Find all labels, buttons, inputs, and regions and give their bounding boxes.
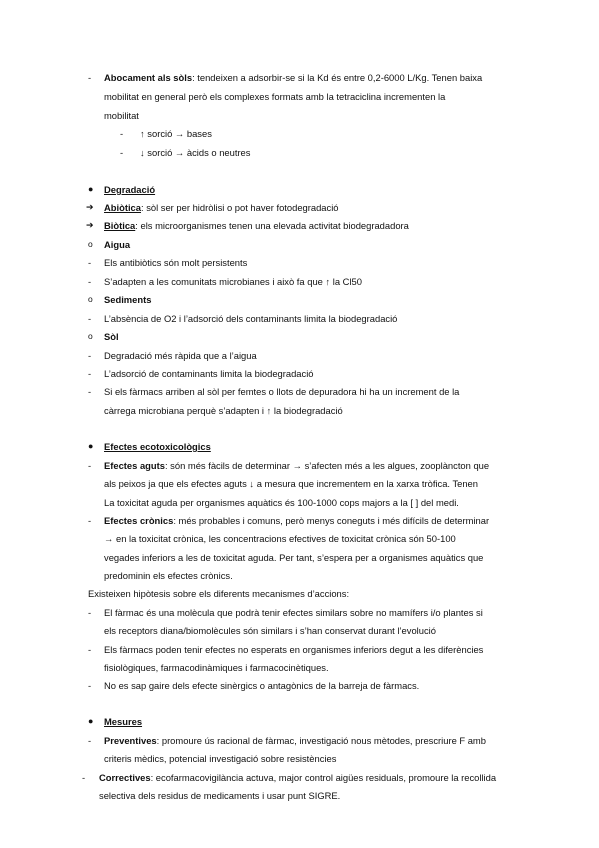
abiotica-line: Abiòtica: sòl ser per hidròlisi o pot haver fotodegradació (104, 202, 339, 213)
sorcio-bases: ↑ sorció → bases (140, 128, 212, 139)
aigua-item-2: S’adapten a les comunitats microbianes i això fa que ↑ la Cl50 (104, 276, 362, 287)
sol-item-3b: càrrega microbiana perquè s’adapten i ↑ la biodegradació (104, 405, 343, 416)
list-dash: - (120, 128, 124, 139)
aguts-line-3: La toxicitat aguda per organismes aquàtics és 100-1000 cops majors a la [ ] del medi. (104, 497, 459, 508)
abocament-line-1 (104, 73, 482, 82)
hipotesi-2b: fisiològiques, farmacodinàmiques i farmacocinètiques. (104, 662, 329, 673)
circle-marker: o (88, 331, 93, 341)
list-dash: - (88, 257, 92, 268)
sol-label: Sòl (104, 331, 119, 342)
list-dash: - (88, 386, 92, 397)
list-dash: - (88, 368, 92, 379)
preventives-label: Preventives (104, 735, 157, 746)
aguts-label: Efectes aguts (104, 460, 165, 471)
aguts-line-2: als peixos ja que els efectes aguts ↓ a mesura que incrementem en la xarxa tròfica. Tenen (104, 478, 478, 489)
list-dash: - (88, 644, 92, 655)
bullet-icon: ● (88, 441, 94, 451)
cronics-label: Efectes crònics (104, 515, 174, 526)
list-dash: - (88, 607, 92, 618)
list-dash: - (88, 735, 92, 746)
mesures-heading: Mesures (104, 716, 143, 727)
list-dash: - (88, 680, 92, 691)
abiotica-label: Abiòtica (104, 202, 141, 213)
hipotesi-2a: Els fàrmacs poden tenir efectes no esperats en organismes inferiors degut a les diferències (104, 644, 484, 655)
list-dash: - (88, 350, 92, 361)
arrow-icon: ➔ (86, 220, 94, 230)
correctives-line-2: selectiva dels residus de medicaments i usar punt SIGRE. (99, 790, 341, 801)
circle-marker: o (88, 239, 93, 249)
efectes-heading: Efectes ecotoxicològics (104, 441, 211, 452)
degradacio-heading: Degradació (104, 184, 156, 195)
abocament-text: : tendeixen a adsorbir-se si la Kd és entre 0,2-6000 L/Kg. Tenen baixa (192, 72, 483, 83)
hipotesi-3: No es sap gaire dels efecte sinèrgics o antagònics de la barreja de fàrmacs. (104, 680, 420, 691)
bullet-icon: ● (88, 716, 94, 726)
list-dash: - (88, 72, 92, 83)
biotica-label: Biòtica (104, 220, 136, 231)
hipotesi-1b: els receptors diana/biomolècules són similars i s’han conservat durant l’evolució (104, 625, 436, 636)
cronics-line-2: → en la toxicitat crònica, les concentracions efectives de toxicitat crònica són 50-100 (104, 533, 456, 544)
list-dash: - (88, 313, 92, 324)
correctives-line-1: Correctives: ecofarmacovigilància actuva, major control aigües residuals, promoure la recollida (99, 772, 497, 783)
sorcio-acids: ↓ sorció → àcids o neutres (140, 147, 251, 158)
biotica-line: Biòtica: els microorganismes tenen una elevada activitat biodegradadora (104, 220, 409, 231)
list-dash: - (120, 147, 124, 158)
sediments-label: Sediments (104, 294, 152, 305)
preventives-line-1: Preventives: promoure ús racional de fàrmac, investigació nous mètodes, prescriure F amb (104, 735, 486, 746)
hipotesis-intro: Existeixen hipòtesis sobre els diferents mecanismes d’accions: (88, 588, 350, 599)
sol-item-3a: Si els fàrmacs arriben al sòl per femtes o llots de depuradora hi ha un increment de la (104, 386, 460, 397)
aigua-item-1: Els antibiòtics són molt persistents (104, 257, 248, 268)
sol-item-2: L’adsorció de contaminants limita la biodegradació (104, 368, 314, 379)
correctives-label: Correctives (99, 772, 151, 783)
list-dash: - (88, 460, 92, 471)
abocament-line-3: mobilitat (104, 110, 139, 121)
cronics-line-4: predominin els efectes crònics. (104, 570, 233, 581)
sediments-item-1: L’absència de O2 i l’adsorció dels contaminants limita la biodegradació (104, 313, 398, 324)
bullet-icon: ● (88, 184, 94, 194)
arrow-icon: ➔ (86, 202, 94, 212)
hipotesi-1a: El fàrmac és una molècula que podrà tenir efectes similars sobre no mamífers i/o plantes si (104, 607, 483, 618)
list-dash: - (88, 276, 92, 287)
abocament-label: Abocament als sòls (104, 72, 193, 83)
list-dash: - (82, 772, 86, 783)
abocament-line-2: mobilitat en general però els complexes formats amb la tetraciclina incrementen la (104, 91, 446, 102)
cronics-line-1: Efectes crònics: més probables i comuns, però menys coneguts i més difícils de determinar (104, 515, 490, 526)
preventives-line-2: criteris mèdics, potencial investigació sobre resistències (104, 753, 337, 764)
cronics-line-3: vegades inferiors a les de toxicitat aguda. Per tant, s’espera per a organismes aquàtics que (104, 552, 484, 563)
aigua-label: Aigua (104, 239, 131, 250)
aguts-line-1: Efectes aguts: són més fàcils de determinar → s’afecten més a les algues, zooplàncton que (104, 460, 490, 471)
list-dash: - (88, 515, 92, 526)
sol-item-1: Degradació més ràpida que a l’aigua (104, 350, 257, 361)
circle-marker: o (88, 294, 93, 304)
